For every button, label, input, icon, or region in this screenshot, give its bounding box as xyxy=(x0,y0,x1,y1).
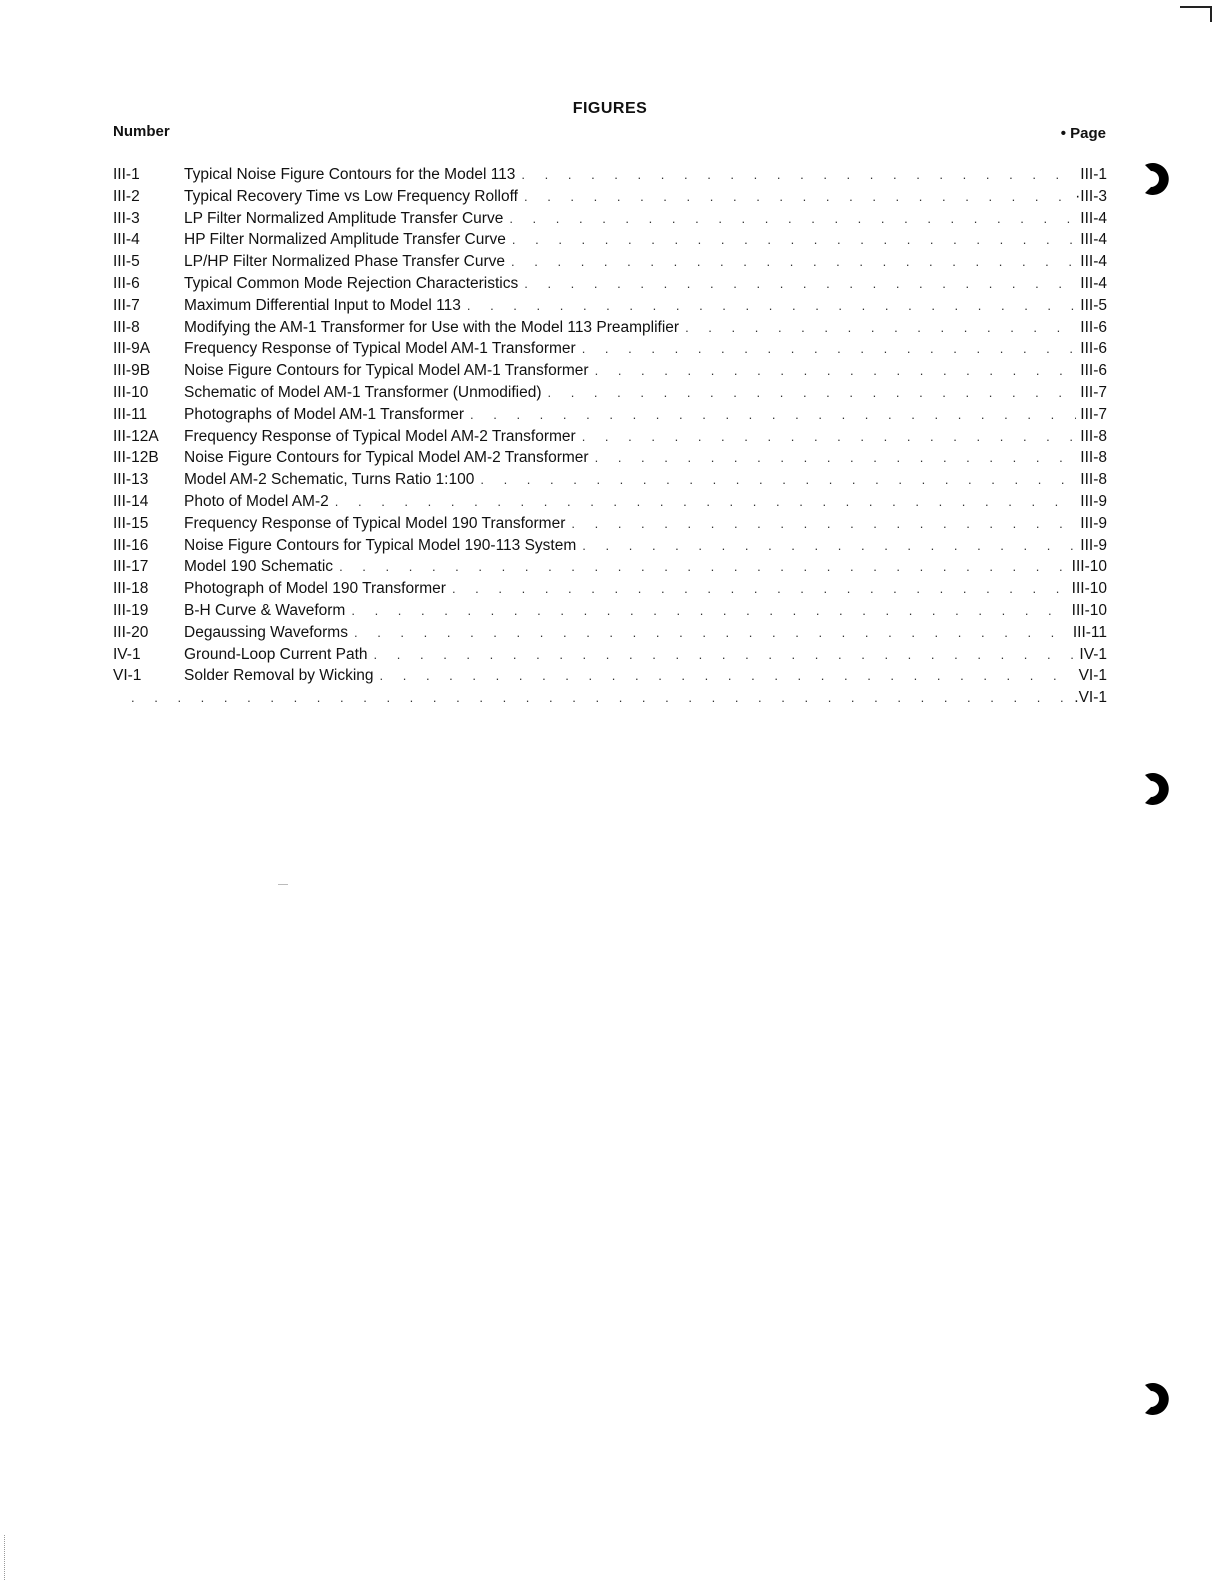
figure-title: Frequency Response of Typical Model AM-2 Transformer xyxy=(184,427,576,445)
number-column-header: Number xyxy=(113,123,170,140)
dot-leader xyxy=(452,578,1068,600)
dot-leader xyxy=(571,513,1076,535)
figure-page: III-1 xyxy=(1080,166,1107,183)
figure-entry xyxy=(113,295,1107,317)
dot-leader xyxy=(335,491,1077,513)
figure-number: III-5 xyxy=(113,253,140,271)
figure-number: IV-1 xyxy=(113,645,141,663)
figure-title: HP Filter Normalized Amplitude Transfer Curve xyxy=(184,231,506,249)
figure-number: III-16 xyxy=(113,536,149,554)
dot-leader xyxy=(582,426,1077,448)
figure-number: III-4 xyxy=(113,231,140,249)
dot-leader xyxy=(509,208,1076,230)
figure-page: III-6 xyxy=(1080,340,1107,358)
dot-leader xyxy=(582,535,1076,557)
figure-entry xyxy=(113,556,1107,578)
figure-page: III-10 xyxy=(1071,580,1107,598)
figure-page: III-4 xyxy=(1080,253,1107,271)
figure-entry xyxy=(113,273,1107,295)
figure-title: Photograph of Model 190 Transformer xyxy=(184,580,446,598)
dot-leader xyxy=(339,556,1068,578)
figure-title: B-H Curve & Waveform xyxy=(184,601,346,619)
figure-entry xyxy=(113,251,1107,273)
figure-number: VI-1 xyxy=(113,667,142,685)
figure-page: III-11 xyxy=(1072,623,1107,641)
figure-page: III-4 xyxy=(1080,209,1107,227)
figure-entry xyxy=(113,186,1107,208)
figure-entry xyxy=(113,447,1107,469)
figure-number: III-8 xyxy=(113,318,140,336)
figure-page: III-6 xyxy=(1080,362,1107,380)
figure-entry xyxy=(113,469,1107,491)
figure-page: III-8 xyxy=(1080,427,1107,445)
figure-entry xyxy=(113,535,1107,557)
dot-leader xyxy=(380,665,1075,687)
figure-number: III-1 xyxy=(113,166,140,183)
figure-entry xyxy=(113,578,1107,600)
figure-entry xyxy=(113,665,1107,687)
figure-page: III-9 xyxy=(1080,492,1107,510)
scan-speck xyxy=(278,884,288,885)
page-column-header: • Page xyxy=(1060,125,1106,142)
punch-hole-icon xyxy=(1135,765,1183,813)
figure-number: III-6 xyxy=(113,274,140,292)
dot-leader xyxy=(595,360,1077,382)
figure-page: III-5 xyxy=(1080,296,1107,314)
figure-title: Typical Noise Figure Contours for the Model 113 xyxy=(184,166,516,183)
figure-number: III-12A xyxy=(113,427,159,445)
figure-page: III-4 xyxy=(1080,231,1107,249)
figure-number: III-20 xyxy=(113,623,149,641)
figure-number: III-10 xyxy=(113,383,149,401)
figure-entry xyxy=(113,426,1107,448)
figure-page: ·III-3 xyxy=(1075,187,1107,205)
figure-title: Degaussing Waveforms xyxy=(184,623,348,641)
figure-page: III-7 xyxy=(1080,383,1107,401)
figure-number: III-18 xyxy=(113,580,149,598)
page-title: FIGURES xyxy=(572,100,648,117)
dot-leader xyxy=(582,338,1077,360)
figure-page: IV-1 xyxy=(1079,645,1107,663)
figure-entry xyxy=(113,644,1107,666)
figure-page: III-6 xyxy=(1080,318,1107,336)
figure-page: III-4 xyxy=(1080,274,1107,292)
figure-number: III-15 xyxy=(113,514,149,532)
dot-leader xyxy=(374,644,1076,666)
figure-page: III-9 xyxy=(1080,536,1107,554)
figure-page: III-9 xyxy=(1080,514,1107,532)
figure-title: LP Filter Normalized Amplitude Transfer Curve xyxy=(184,209,504,227)
punch-hole-icon xyxy=(1135,1375,1183,1423)
figure-page: III-7 xyxy=(1080,405,1107,423)
figure-entry xyxy=(113,338,1107,360)
figure-entry xyxy=(113,360,1107,382)
trailing-entry xyxy=(113,687,1107,709)
figure-entry xyxy=(113,164,1107,186)
dot-leader xyxy=(524,186,1071,208)
figure-entry xyxy=(113,404,1107,426)
trailing-page: .VI-1 xyxy=(1074,689,1107,707)
figure-page: VI-1 xyxy=(1078,667,1107,685)
figure-page: III-8 xyxy=(1080,471,1107,489)
figure-title: Noise Figure Contours for Typical Model 190-113 System xyxy=(184,536,577,554)
dot-leader xyxy=(480,469,1076,491)
dot-leader xyxy=(351,600,1067,622)
figure-page: III-10 xyxy=(1071,601,1107,619)
figure-page: III-8 xyxy=(1080,449,1107,467)
punch-hole-icon xyxy=(1135,155,1183,203)
figure-entry xyxy=(113,317,1107,339)
dot-leader xyxy=(595,447,1077,469)
dot-leader xyxy=(467,295,1076,317)
figures-list xyxy=(113,164,1107,709)
figure-title: Maximum Differential Input to Model 113 xyxy=(184,296,461,314)
dot-leader xyxy=(511,251,1076,273)
figure-title: Frequency Response of Typical Model AM-1 Transformer xyxy=(184,340,576,358)
figure-number: III-17 xyxy=(113,558,149,576)
dot-leader xyxy=(547,382,1076,404)
dot-leader xyxy=(512,229,1076,251)
dot-leader xyxy=(685,317,1076,339)
figure-entry xyxy=(113,491,1107,513)
dot-leader xyxy=(524,273,1076,295)
figure-entry xyxy=(113,229,1107,251)
figure-entry xyxy=(113,600,1107,622)
figure-title: Schematic of Model AM-1 Transformer (Unmodified) xyxy=(184,383,542,401)
figure-entry xyxy=(113,513,1107,535)
figure-number: III-14 xyxy=(113,492,149,510)
figure-number: III-9A xyxy=(113,340,151,358)
figure-number: III-7 xyxy=(113,296,140,314)
figure-entry xyxy=(113,208,1107,230)
figure-title: Photographs of Model AM-1 Transformer xyxy=(184,405,464,423)
dot-leader xyxy=(470,404,1076,426)
figure-number: III-11 xyxy=(113,405,148,423)
figure-title: Typical Recovery Time vs Low Frequency Rolloff xyxy=(184,187,518,205)
figure-number: III-3 xyxy=(113,209,140,227)
figure-number: III-2 xyxy=(113,187,140,205)
dot-leader xyxy=(354,622,1069,644)
figure-title: Ground-Loop Current Path xyxy=(184,645,368,663)
figure-title: Typical Common Mode Rejection Characteristics xyxy=(184,274,519,292)
figure-number: III-12B xyxy=(113,449,159,467)
figure-title: Noise Figure Contours for Typical Model AM-1 Transformer xyxy=(184,362,589,380)
figure-number: III-9B xyxy=(113,362,151,380)
figure-number: III-13 xyxy=(113,471,149,489)
figure-title: Frequency Response of Typical Model 190 Transformer xyxy=(184,514,566,532)
figure-title: LP/HP Filter Normalized Phase Transfer Curve xyxy=(184,253,506,271)
corner-crop-mark xyxy=(1180,6,1212,22)
figure-title: Model 190 Schematic xyxy=(184,558,334,576)
dot-leader xyxy=(113,687,1070,709)
figure-page: III-10 xyxy=(1071,558,1107,576)
figure-title: Solder Removal by Wicking xyxy=(184,667,374,685)
figure-title: Noise Figure Contours for Typical Model AM-2 Transformer xyxy=(184,449,589,467)
scan-edge-marks xyxy=(4,1535,7,1580)
figure-number: III-19 xyxy=(113,601,149,619)
figure-title: Photo of Model AM-2 xyxy=(184,492,329,510)
figure-title: Model AM-2 Schematic, Turns Ratio 1:100 xyxy=(184,471,475,489)
figure-entry xyxy=(113,622,1107,644)
figure-entry xyxy=(113,382,1107,404)
dot-leader xyxy=(521,164,1076,186)
figure-title: Modifying the AM-1 Transformer for Use with the Model 113 Preamplifier xyxy=(184,318,680,336)
